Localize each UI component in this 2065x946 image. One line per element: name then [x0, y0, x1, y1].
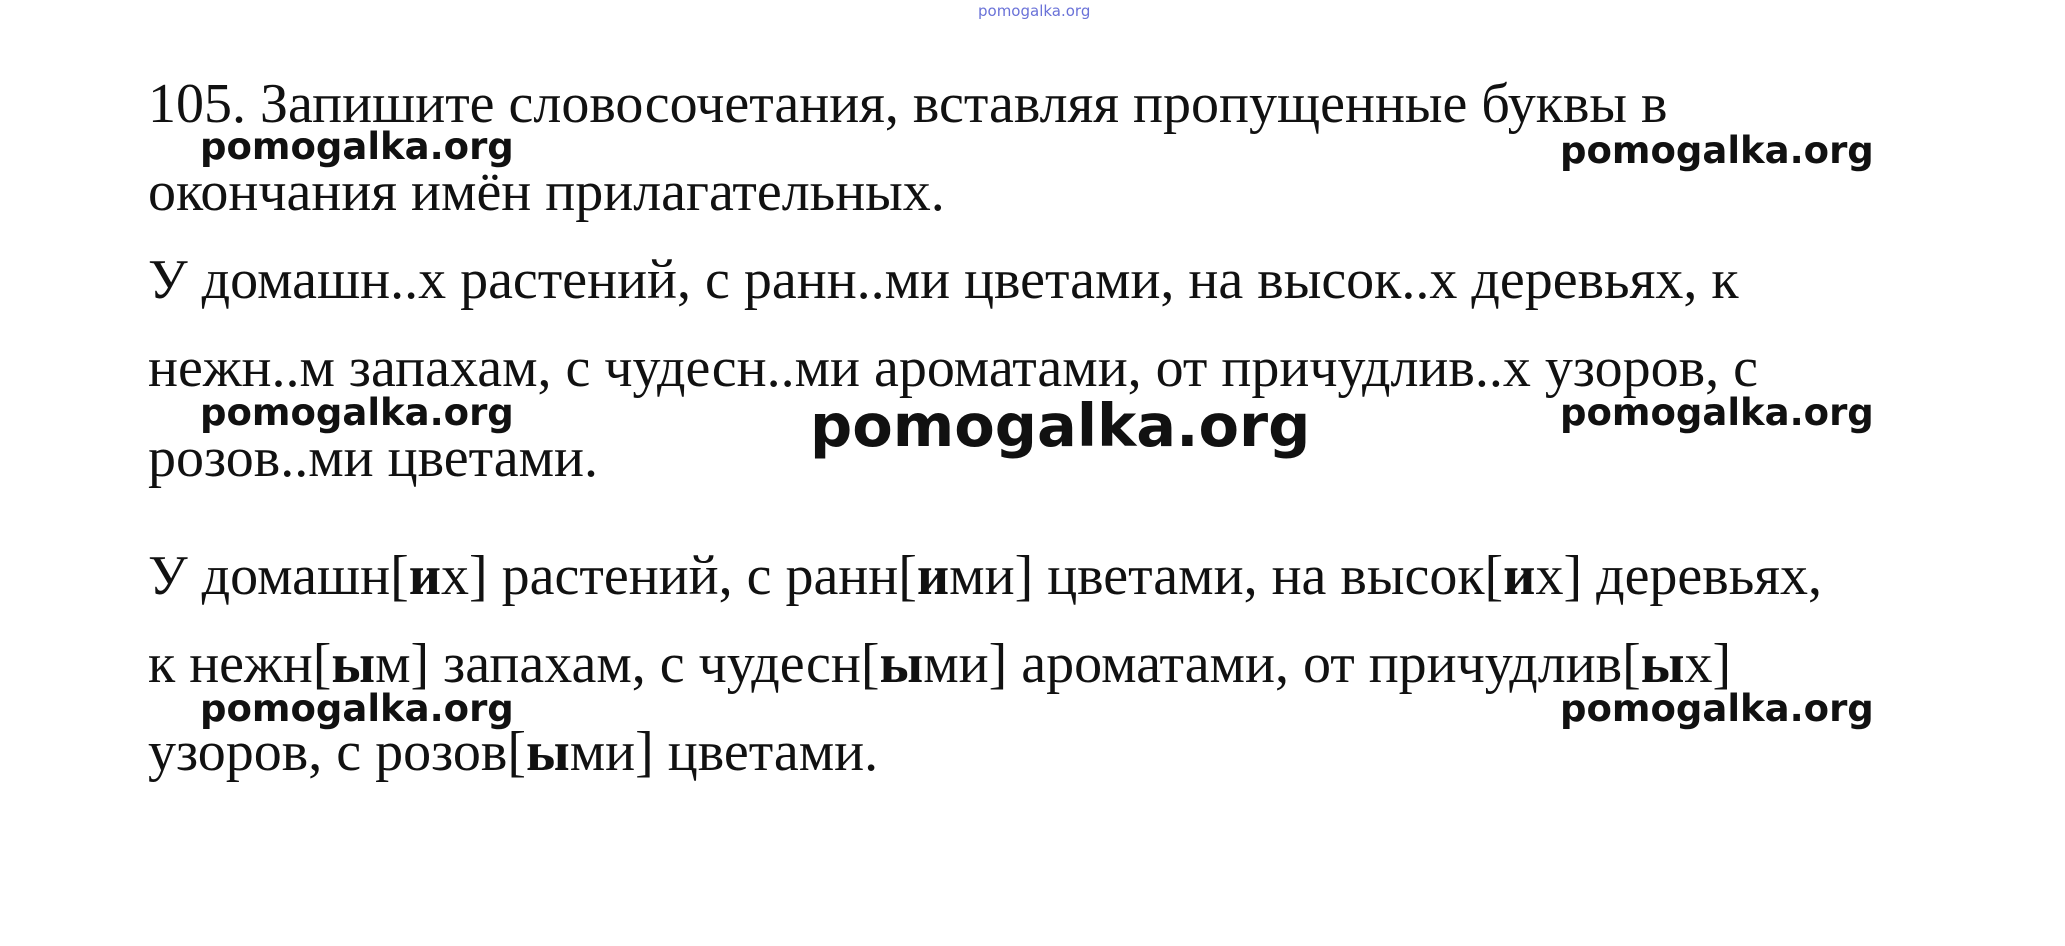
- answer-text: ми] цветами.: [569, 721, 879, 783]
- watermark-top: pomogalka.org: [978, 2, 1091, 20]
- answer-text: ми] цветами, на высок[: [949, 545, 1504, 607]
- watermark-text: pomogalka.org: [200, 687, 514, 730]
- inserted-letter: и: [408, 545, 441, 607]
- watermark-text: pomogalka.org: [200, 391, 514, 434]
- exercise-line-3: розов..ми цветами.: [148, 427, 598, 489]
- answer-text: к нежн[: [148, 633, 332, 695]
- task-line-2: окончания имён прилагательных.: [148, 161, 945, 223]
- exercise-line-1: У домашн..х растений, с ранн..ми цветами, на высок..х деревьях, к: [148, 249, 1739, 311]
- answer-text: м] запахам, с чудесн[: [375, 633, 880, 695]
- watermark-text: pomogalka.org: [1560, 129, 1874, 172]
- watermark-text-large: pomogalka.org: [810, 391, 1311, 460]
- inserted-letter: ы: [879, 633, 924, 695]
- inserted-letter: и: [1503, 545, 1536, 607]
- answer-text: ми] ароматами, от причудлив[: [923, 633, 1641, 695]
- inserted-letter: ы: [331, 633, 376, 695]
- task-line-1: 105. Запишите словосочетания, вставляя пропущенные буквы в: [148, 73, 1668, 135]
- watermark-text: pomogalka.org: [1560, 687, 1874, 730]
- inserted-letter: ы: [1640, 633, 1685, 695]
- inserted-letter: ы: [525, 721, 570, 783]
- answer-text: х] растений, с ранн[: [441, 545, 917, 607]
- inserted-letter: и: [916, 545, 950, 607]
- answer-text: узоров, с розов[: [148, 721, 526, 783]
- watermark-text: pomogalka.org: [1560, 391, 1874, 434]
- watermark-text: pomogalka.org: [200, 125, 514, 168]
- exercise-line-2: нежн..м запахам, с чудесн..ми ароматами, от причудлив..х узоров, с: [148, 337, 1758, 399]
- answer-text: х]: [1684, 633, 1732, 695]
- answer-line-3: [148, 721, 879, 783]
- answer-text: У домашн[: [148, 545, 409, 607]
- answer-text: х] деревьях,: [1535, 545, 1823, 607]
- answer-line-1: [148, 545, 1823, 607]
- answer-line-2: [148, 633, 1732, 695]
